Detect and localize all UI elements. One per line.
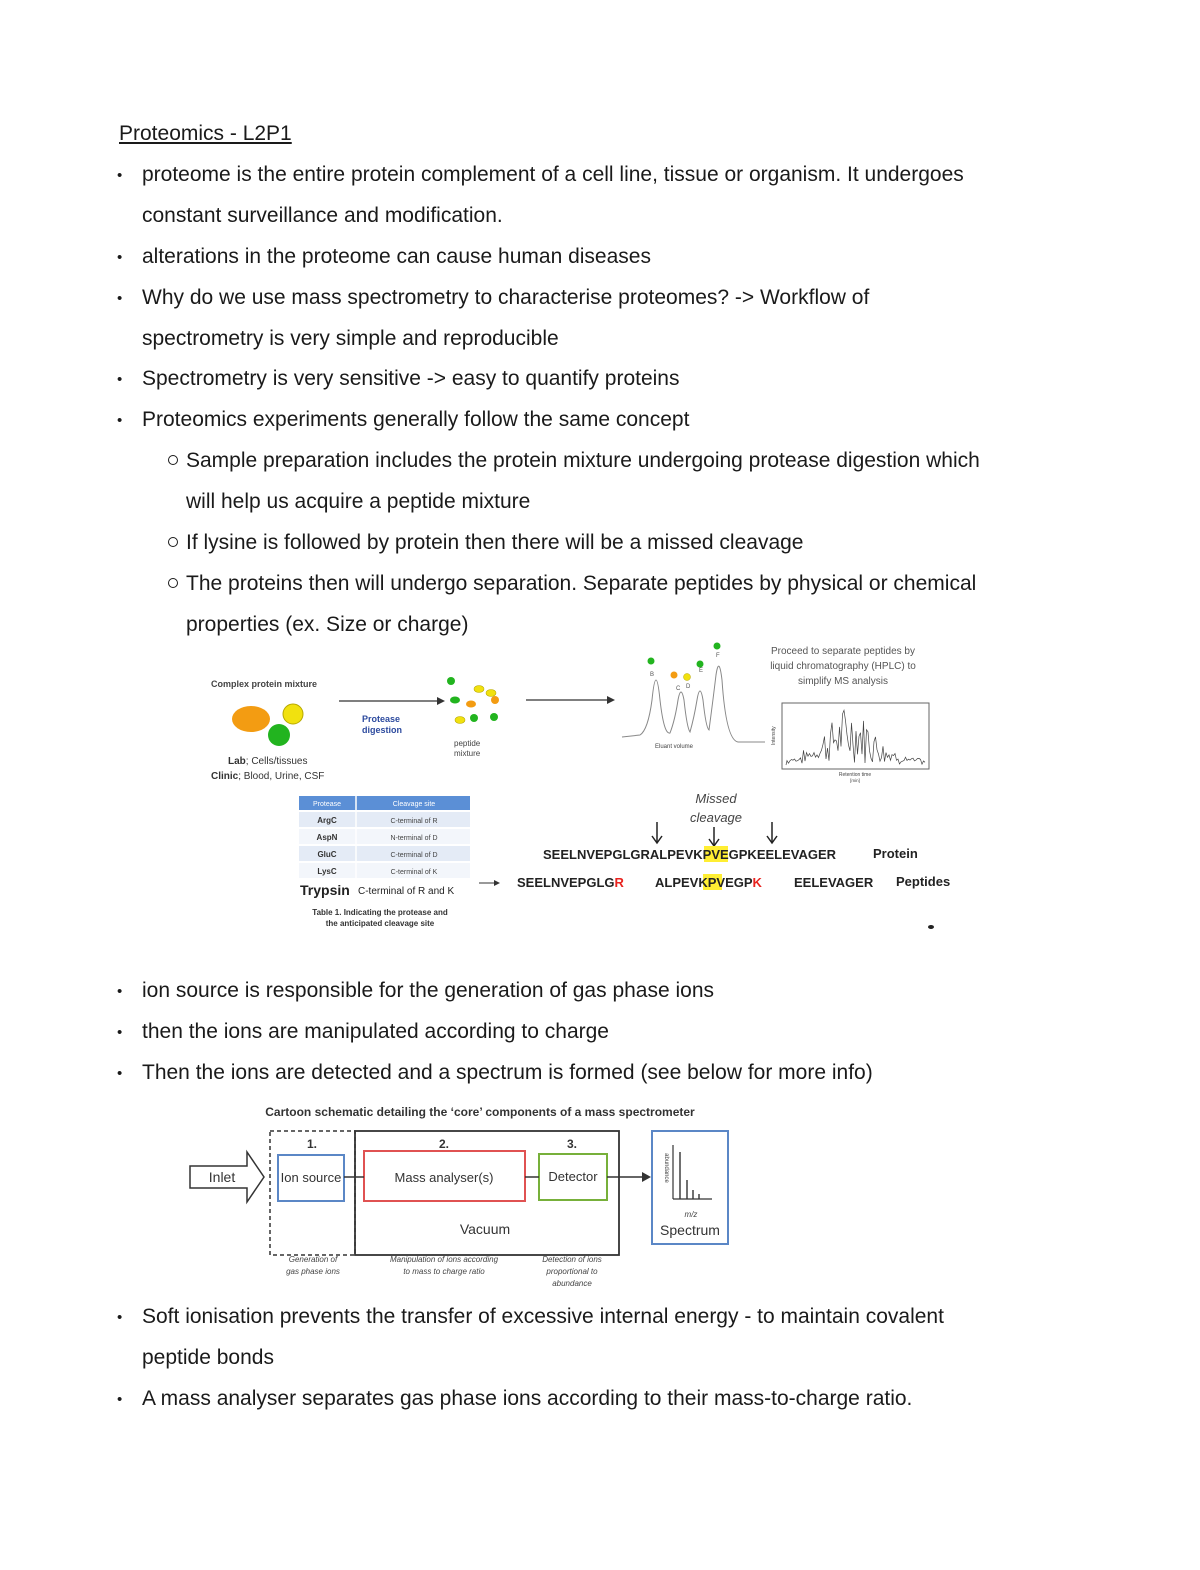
caption: abundance	[552, 1279, 592, 1288]
ion-source-label: Ion source	[280, 1170, 342, 1185]
arrow-head-icon	[642, 1172, 651, 1182]
protein-label: Protein	[873, 846, 918, 861]
stray-mark	[928, 925, 934, 929]
peptide-1: SEELNVEPGLGR	[517, 875, 624, 890]
lab-label: Lab; Cells/tissues	[228, 756, 308, 767]
table-cell: C-terminal of D	[390, 852, 438, 859]
page-title: Proteomics - L2P1	[119, 122, 292, 145]
hplc-text: liquid chromatography (HPLC) to	[770, 661, 916, 672]
mz-label: m/z	[684, 1210, 698, 1219]
list-item: A mass analyser separates gas phase ions according to their mass-to-charge ratio.	[142, 1387, 913, 1410]
step-number: 1.	[306, 1137, 318, 1151]
step-number: 3.	[566, 1137, 578, 1151]
cleavage-arrows	[652, 822, 777, 846]
table-cell: AspN	[316, 833, 338, 842]
table-cell: LysC	[317, 867, 337, 876]
peptides-label: Peptides	[896, 874, 951, 889]
trypsin-site-cell: C-terminal of R and K	[358, 886, 455, 897]
protein-sequence: SEELNVEPGLGRALPEVKPVEGPKEELEVAGER	[543, 847, 837, 862]
eluant-label: Eluant volume	[655, 744, 694, 750]
chromatogram-peaks	[622, 666, 765, 742]
bullet-dot: •	[117, 249, 123, 266]
protease-label: Protease	[362, 714, 401, 724]
intensity-label: Intensity	[771, 726, 777, 745]
list-item: If lysine is followed by protein then there will be a missed cleavage	[186, 531, 804, 554]
peptide-2: ALPEVKPVEGPK	[655, 875, 762, 890]
table-cell: GluC	[317, 850, 337, 859]
retention-label: Retention time	[838, 772, 872, 778]
missed-label: Missed	[695, 791, 737, 806]
retention-unit-label: [min]	[850, 778, 860, 783]
list-item: alterations in the proteome can cause human diseases	[142, 245, 651, 268]
bullet-dot: •	[117, 412, 123, 429]
bullet-dot: •	[117, 983, 123, 1000]
detector-label: Detector	[548, 1169, 598, 1184]
bullet-dot: •	[117, 1309, 123, 1326]
list-item: Why do we use mass spectrometry to characterise proteomes? -> Workflow of spectrometry is very simple and reproducible	[142, 286, 870, 350]
peptide-dots	[447, 677, 499, 724]
bullet-dot: •	[117, 1391, 123, 1408]
caption: Generation of	[288, 1255, 338, 1264]
table-header: Cleavage site	[392, 801, 436, 808]
inlet-label: Inlet	[208, 1169, 236, 1185]
peak-dots	[648, 643, 721, 681]
table-caption: the anticipated cleavage site	[325, 919, 435, 928]
spectrum-label: Spectrum	[660, 1222, 720, 1238]
yellow-protein	[283, 704, 303, 724]
clinic-label: Clinic; Blood, Urine, CSF	[211, 771, 325, 782]
step-number: 2.	[438, 1137, 450, 1151]
orange-protein	[232, 706, 270, 732]
bullet-dot: •	[117, 290, 123, 307]
peak-label: B	[650, 672, 655, 678]
table-cell: ArgC	[317, 816, 337, 825]
arrow-head-icon	[494, 880, 500, 886]
bullet-dot: •	[117, 1024, 123, 1041]
vacuum-label: Vacuum	[459, 1221, 511, 1237]
peak-label: D	[686, 684, 691, 690]
digestion-label: digestion	[362, 725, 402, 735]
schematic-title: Cartoon schematic detailing the ‘core’ components of a mass spectrometer	[265, 1105, 695, 1119]
mass-analyser-label: Mass analyser(s)	[394, 1170, 494, 1185]
table-header: Protease	[312, 801, 342, 808]
green-protein	[268, 724, 290, 746]
list-item: then the ions are manipulated according to charge	[142, 1020, 609, 1043]
arrow-head-icon	[607, 696, 615, 704]
hplc-text: Proceed to separate peptides by	[771, 646, 915, 657]
list-item: The proteins then will undergo separation. Separate peptides by physical or chemical properties (ex. Size or charge)	[186, 572, 977, 636]
peptide-label: peptide	[454, 739, 481, 748]
table-cell: N-terminal of D	[390, 835, 438, 842]
mixture-label: mixture	[454, 749, 481, 758]
peak-label: C	[676, 686, 681, 692]
list-item: Proteomics experiments generally follow the same concept	[142, 408, 690, 431]
peak-label: E	[699, 668, 704, 674]
list-item: Soft ionisation prevents the transfer of excessive internal energy - to maintain covalent peptide bonds	[142, 1305, 944, 1369]
bullet-dot: •	[117, 167, 123, 184]
trypsin-cell: Trypsin	[300, 882, 350, 898]
peptide-3: EELEVAGER	[794, 875, 874, 890]
caption: to mass to charge ratio	[403, 1267, 485, 1276]
list-item: Spectrometry is very sensitive -> easy to quantify proteins	[142, 367, 680, 390]
bullet-dot: •	[117, 1065, 123, 1082]
caption: gas phase ions	[286, 1267, 340, 1276]
list-item: ion source is responsible for the generation of gas phase ions	[142, 979, 715, 1002]
hplc-text: simplify MS analysis	[797, 676, 889, 687]
list-item: Then the ions are detected and a spectrum is formed (see below for more info)	[142, 1061, 873, 1084]
cleavage-label: cleavage	[689, 810, 743, 825]
list-item: proteome is the entire protein complement of a cell line, tissue or organism. It undergoes constant surveillance and modification.	[142, 163, 964, 227]
abundance-label: abundance	[663, 1153, 669, 1183]
caption: proportional to	[546, 1267, 598, 1276]
caption: Manipulation of ions according	[389, 1255, 499, 1264]
complex-mixture-label: Complex protein mixture	[211, 679, 318, 689]
peak-label: F	[716, 653, 720, 659]
protease-table	[299, 796, 470, 928]
table-cell: C-terminal of K	[390, 869, 438, 876]
bullet-dot: •	[117, 371, 123, 388]
arrow-head-icon	[437, 697, 445, 705]
list-item: Sample preparation includes the protein mixture undergoing protease digestion which will help us acquire a peptide mixture	[186, 449, 980, 513]
caption: Detection of ions	[542, 1255, 602, 1264]
table-cell: C-terminal of R	[390, 818, 438, 825]
table-caption: Table 1. Indicating the protease and	[312, 908, 448, 917]
mass-spec-figure	[0, 1090, 1200, 1300]
